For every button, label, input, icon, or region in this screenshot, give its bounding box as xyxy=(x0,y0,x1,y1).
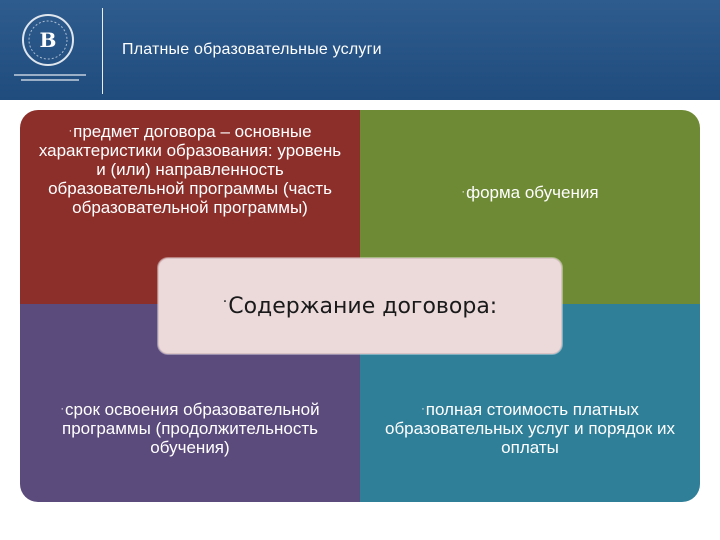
bullet-icon: · xyxy=(461,185,466,198)
bullet-icon: · xyxy=(421,402,425,415)
bullet-icon: · xyxy=(60,402,65,415)
page-title: Платные образовательные услуги xyxy=(122,41,382,58)
bullet-icon: · xyxy=(68,125,73,137)
hse-logo xyxy=(0,0,100,100)
quadrant-form-text: форма обучения xyxy=(466,182,599,202)
slide-header xyxy=(0,0,720,100)
footer-divider xyxy=(26,508,181,509)
bullet-icon: · xyxy=(222,293,228,310)
quadrant-cost-text: полная стоимость платных образовательных услуг и порядок их оплаты xyxy=(384,399,675,457)
hse-seal-icon xyxy=(22,14,74,66)
quadrant-subject-text: предмет договора – основные характеристики образования: уровень и (или) направленность образовательной программы (часть образовательной программы) xyxy=(38,122,342,217)
center-heading: Содержание договора: xyxy=(228,293,498,319)
svg-text:В: В xyxy=(39,28,57,52)
footer-text: Высшая школа экономики, Москва, 2013 xyxy=(30,511,182,520)
header-divider xyxy=(102,8,103,94)
center-heading-box xyxy=(158,258,562,354)
logo-caption-lines xyxy=(14,74,86,84)
quadrant-duration-text: срок освоения образовательной программы (продолжительность обучения) xyxy=(62,399,320,457)
